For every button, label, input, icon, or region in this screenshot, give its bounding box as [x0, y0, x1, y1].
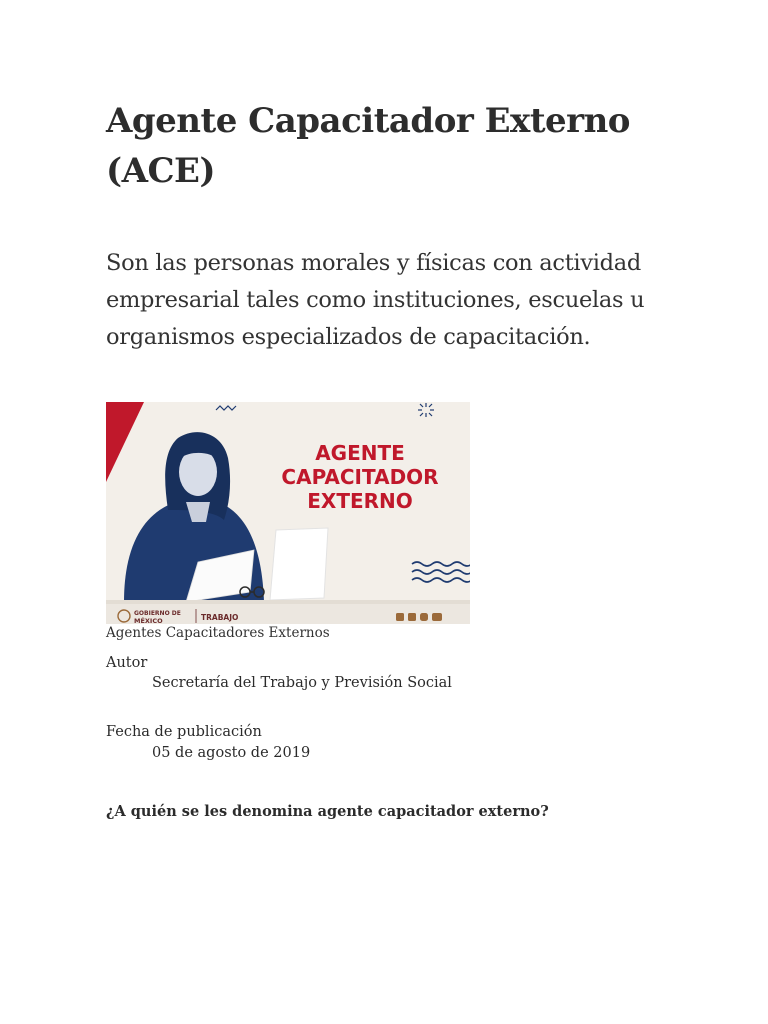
image-caption: Agentes Capacitadores Externos [106, 625, 330, 641]
author-label: Autor [106, 655, 148, 671]
facebook-icon [396, 613, 404, 621]
section-question: ¿A quién se les denomina agente capacitador externo? [106, 803, 549, 820]
author-value: Secretaría del Trabajo y Previsión Social [152, 675, 452, 691]
page-title: Agente Capacitador Externo (ACE) [106, 101, 630, 191]
date-label: Fecha de publicación [106, 724, 262, 740]
intro-paragraph: Son las personas morales y físicas con actividad empresarial tales como instituciones, escuelas u organismos especializados de capacitación. [106, 250, 645, 350]
youtube-icon [432, 613, 442, 621]
instagram-icon [420, 613, 428, 621]
banner-heading-line3: EXTERNO [307, 489, 413, 513]
footer-dept: TRABAJO [201, 613, 239, 622]
banner-heading-line1: AGENTE [315, 441, 405, 465]
banner-heading-line2: CAPACITADOR [281, 465, 439, 489]
footer-gov-line1: GOBIERNO DE [134, 610, 181, 617]
date-value: 05 de agosto de 2019 [152, 745, 311, 761]
laptop-shape [270, 528, 328, 600]
footer-gov-line2: MÉXICO [134, 617, 163, 624]
twitter-icon [408, 613, 416, 621]
banner-image [106, 402, 470, 624]
